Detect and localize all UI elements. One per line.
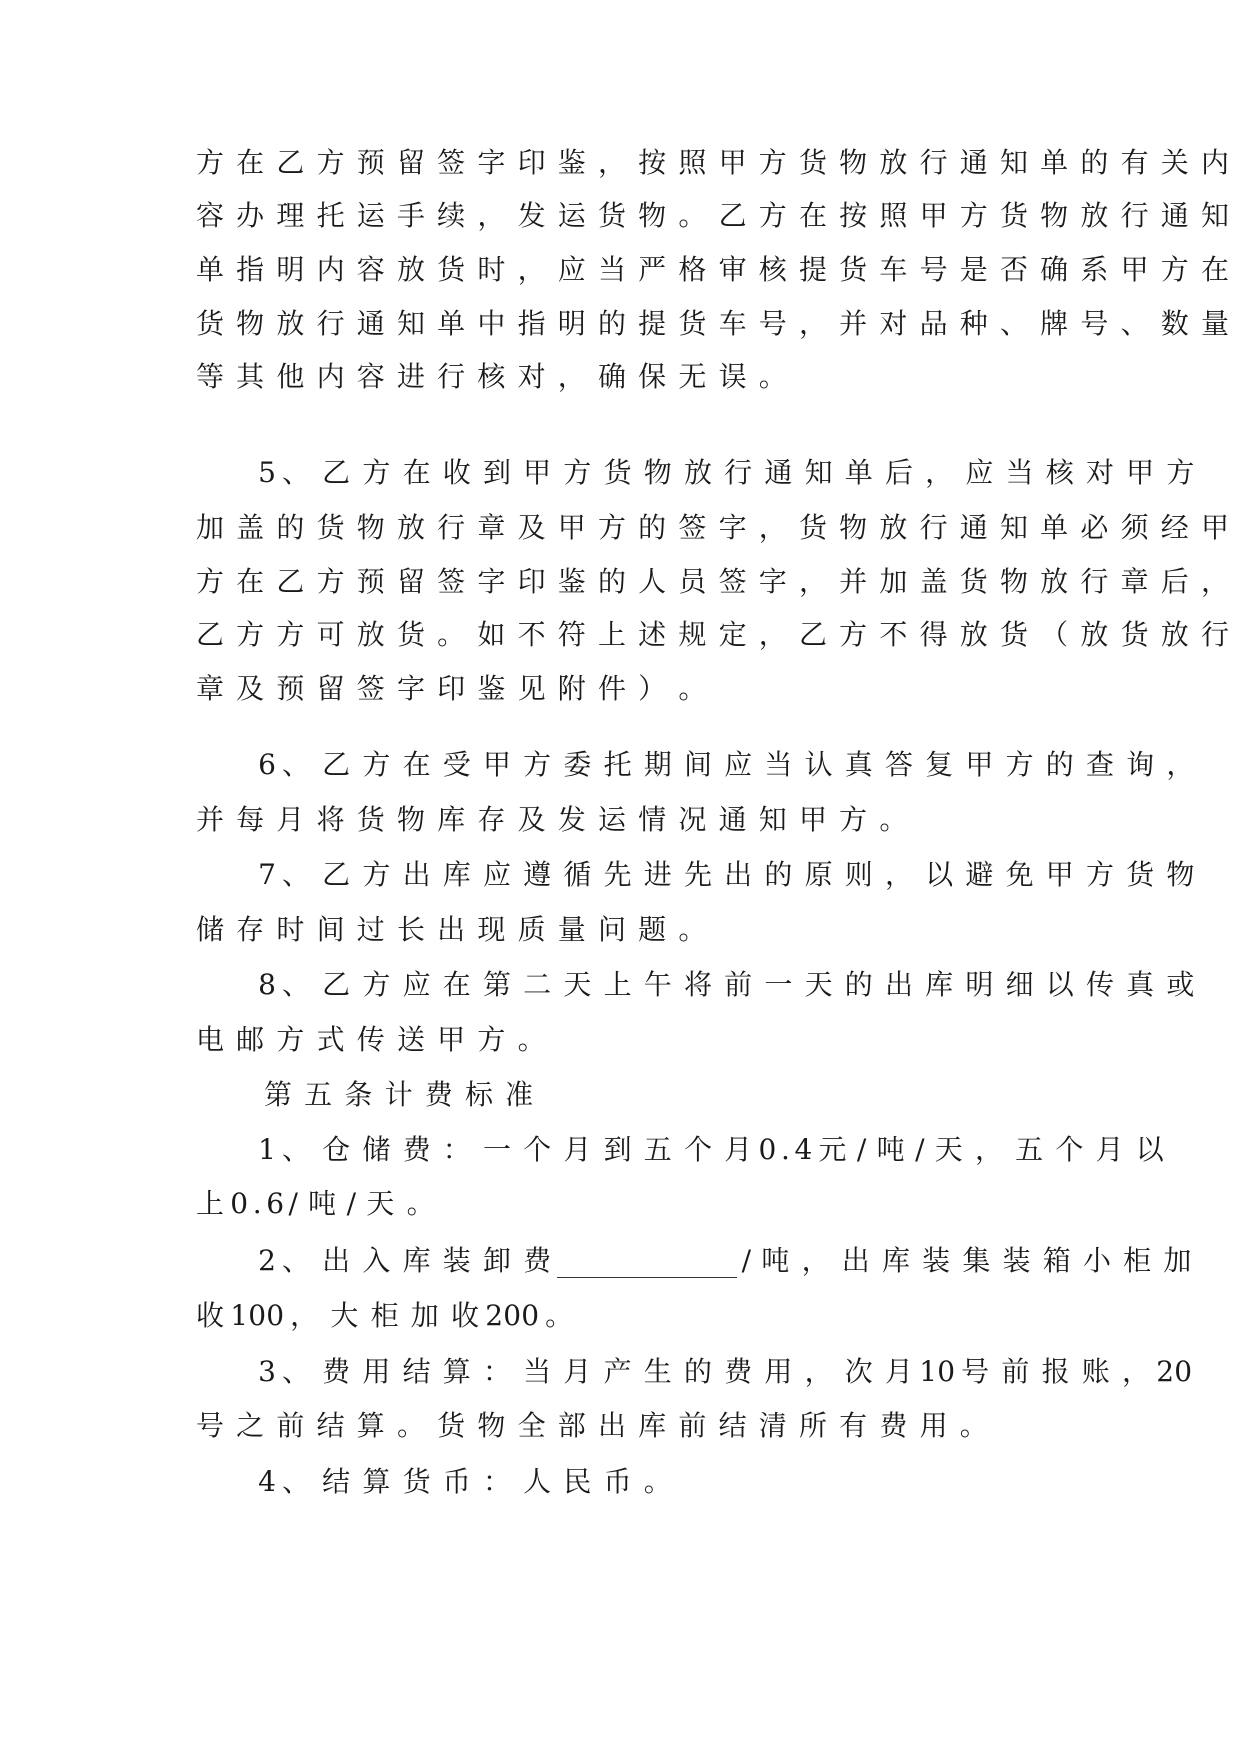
fill-in-blank <box>557 1241 737 1278</box>
document-page: 方 在 乙 方 预 留 签 字 印 鉴 ， 按 照 甲 方 货 物 放 行 通 知 单 的 有 关 内 容 办 理 托 运 手 续 ， 发 运 货 物 。 乙 方 在 按 照 甲 方 货 物 放 行 通 知 单 指 明 内 容 放 货 时 ， 应 当 严 格 审 核 提 货 车 号 是 否 确 系 甲 方 在 货 物 放 行 通 知 单 中 指 明 的 提 货 车 号 ， 并 对 品 种 、 牌 号 、 数 量 等 其 他 内 容 进 行 核 对 ， 确 保 无 误 。 5 、 乙 方 在 收 到 甲 方 货 物 放 行 通 知 单 后 ， 应 当 核 对 甲 方 加 盖 的 货 物 放 行 章 及 甲 方 的 签 字 ， 货 物 放 行 通 知 单 必 须 经 甲 方 在 乙 方 预 留 签 字 印 鉴 的 人 员 签 字 ， 并 加 盖 货 物 放 行 章 后 ， 乙 方 方 可 放 货 。 如 不 符 上 述 规 定 ， 乙 方 不 得 放 货 （ 放 货 放 行 章 及 预 留 签 字 印 鉴 见 附 件 ） 。 6 、 乙 方 在 受 甲 方 委 托 期 间 应 当 认 真 答 复 甲 方 的 查 询 ， 并 每 月 将 货 物 库 存 及 发 运 情 况 通 知 甲 方 。 7 、 乙 方 出 库 应 遵 循 先 进 先 出 的 原 则 ， 以 避 免 甲 方 货 物 储 存 时 间 过 长 出 现 质 量 问 题 。 8 、 乙 方 应 在 第 二 天 上 午 将 前 一 天 的 出 库 明 细 以 传 真 或 电 邮 方 式 传 送 甲 方 。 第 五 条 计 费 标 准 1 、 仓 储 费 ： 一 个 月 到 五 个 月 0 . 4 元 / 吨 / 天 ， 五 个 月 以 上 0 . 6 / 吨 / 天 。 2 、 出 入 库 装 卸 费 / 吨 ， 出 库 装 集 装 箱 小 柜 加 收 1 0 0 ， 大 柜 加 收 2 0 0 。 3 、 费 用 结 算 ： 当 月 产 生 的 费 用 ， 次 月 1 0 号 前 报 账 ， 2 0 号 之 前 结 算 。 货 物 全 部 出 库 前 结 清 所 有 费 用 。 4 、 结 算 货 币 ： 人 民 币 。 <box>0 0 1241 1754</box>
